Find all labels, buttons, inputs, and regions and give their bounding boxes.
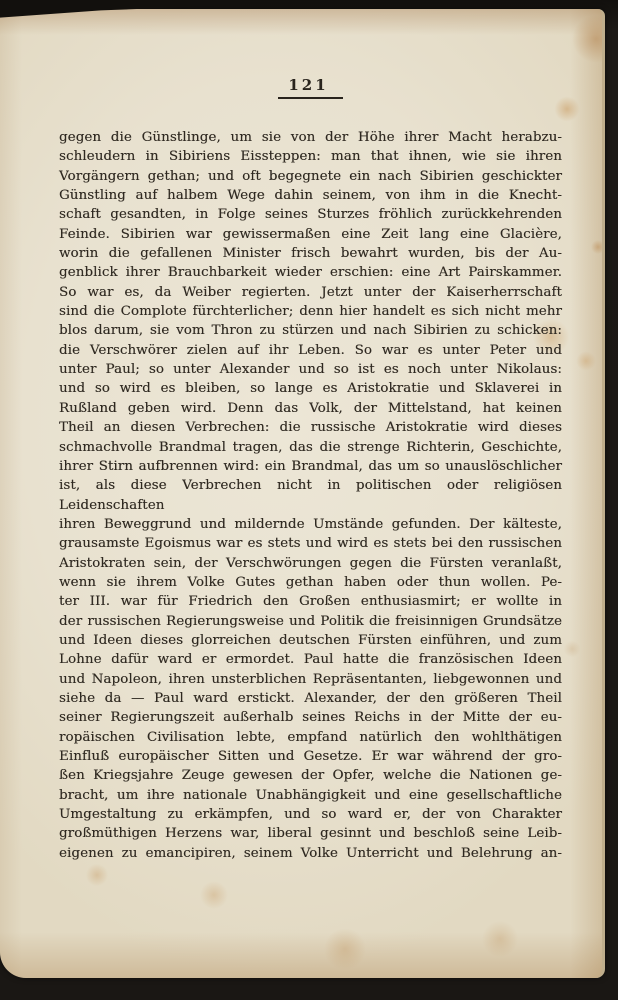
text-line: Einfluß europäischer Sitten und Gesetze. Er war während der gro-: [59, 749, 562, 764]
text-line: siehe da — Paul ward erstickt. Alexander, der den größeren Theil: [59, 690, 562, 706]
page-header: [59, 75, 562, 99]
text-line: sind die Complote fürchterlicher; denn hier handelt es sich nicht mehr: [59, 304, 562, 320]
text-line: bracht, um ihre nationale Unabhängigkeit und eine gesellschaftliche: [59, 787, 562, 803]
text-line: großmüthigen Herzens war, liberal gesinnt und beschloß seine Leib-: [59, 826, 562, 842]
text-line: Umgestaltung zu erkämpfen, und so ward er, der von Charakter: [59, 807, 562, 823]
text-line: seiner Regierungszeit außerhalb seines Reichs in der Mitte der eu-: [59, 710, 562, 726]
text-line: Günstling auf halbem Wege dahin seinem, von ihm in die Knecht-: [59, 188, 562, 204]
text-line: Vorgängern gethan; und oft begegnete ein nach Sibirien geschickter: [59, 168, 562, 184]
text-line: ter III. war für Friedrich den Großen enthusiasmirt; er wollte in: [59, 594, 562, 610]
text-line: schleudern in Sibiriens Eissteppen: man that ihnen, wie sie ihren: [59, 149, 562, 165]
text-line: unter Paul; so unter Alexander und so ist es noch unter Nikolaus:: [59, 362, 562, 378]
text-line: worin die gefallenen Minister frisch bewahrt wurden, bis der Au-: [59, 246, 562, 262]
text-line: eigenen zu emancipiren, seinem Volke Unterricht und Belehrung an-: [59, 845, 562, 861]
text-line: ihrer Stirn aufbrennen wird: ein Brandmal, das um so unauslöschlicher: [59, 458, 562, 474]
text-line: der russischen Regierungsweise und Politik die freisinnigen Grundsätze: [59, 613, 562, 629]
text-line: schaft gesandten, in Folge seines Sturzes fröhlich zurückkehrenden: [59, 207, 562, 223]
text-line: So war es, da Weiber regierten. Jetzt unter der Kaiserherrschaft: [59, 284, 562, 300]
page-number: 121: [278, 76, 342, 99]
text-line: ist, als diese Verbrechen nicht in politischen oder religiösen Leidenschaften: [59, 478, 562, 513]
book-page: [0, 9, 605, 978]
text-line: schmachvolle Brandmal tragen, das die strenge Richterin, Geschichte,: [59, 439, 562, 455]
text-line: und Ideen dieses glorreichen deutschen Fürsten einführen, und zum: [59, 632, 562, 648]
text-line: ihren Beweggrund und mildernde Umstände gefunden. Der kälteste,: [59, 516, 562, 532]
text-line: Aristokraten sein, der Verschwörungen gegen die Fürsten veranlaßt,: [59, 555, 562, 571]
text-line: Theil an diesen Verbrechen: die russische Aristokratie wird dieses: [59, 420, 562, 436]
text-line: Rußland geben wird. Denn das Volk, der Mittelstand, hat keinen: [59, 400, 562, 416]
text-line: die Verschwörer zielen auf ihr Leben. So war es unter Peter und: [59, 342, 562, 358]
text-line: wenn sie ihrem Volke Gutes gethan haben oder thun wollen. Pe-: [59, 574, 562, 590]
text-line: grausamste Egoismus war es stets und wird es stets bei den russischen: [59, 536, 562, 552]
page-body-text: [59, 128, 562, 863]
text-line: ropäischen Civilisation lebte, empfand natürlich den wohlthätigen: [59, 729, 562, 745]
text-line: Lohne dafür ward er ermordet. Paul hatte die französischen Ideen: [59, 652, 562, 668]
text-line: genblick ihrer Brauchbarkeit wieder erschien: eine Art Pairskammer.: [59, 265, 562, 281]
text-line: blos darum, sie vom Thron zu stürzen und nach Sibirien zu schicken:: [59, 323, 562, 339]
text-line: ßen Kriegsjahre Zeuge gewesen der Opfer, welche die Nationen ge-: [59, 768, 562, 784]
text-line: und Napoleon, ihren unsterblichen Repräsentanten, liebgewonnen und: [59, 671, 562, 687]
text-line: und so wird es bleiben, so lange es Aristokratie und Sklaverei in: [59, 381, 562, 397]
text-line: gegen die Günstlinge, um sie von der Höhe ihrer Macht herabzu-: [59, 130, 562, 145]
text-line: Feinde. Sibirien war gewissermaßen eine Zeit lang eine Glacière,: [59, 226, 562, 242]
